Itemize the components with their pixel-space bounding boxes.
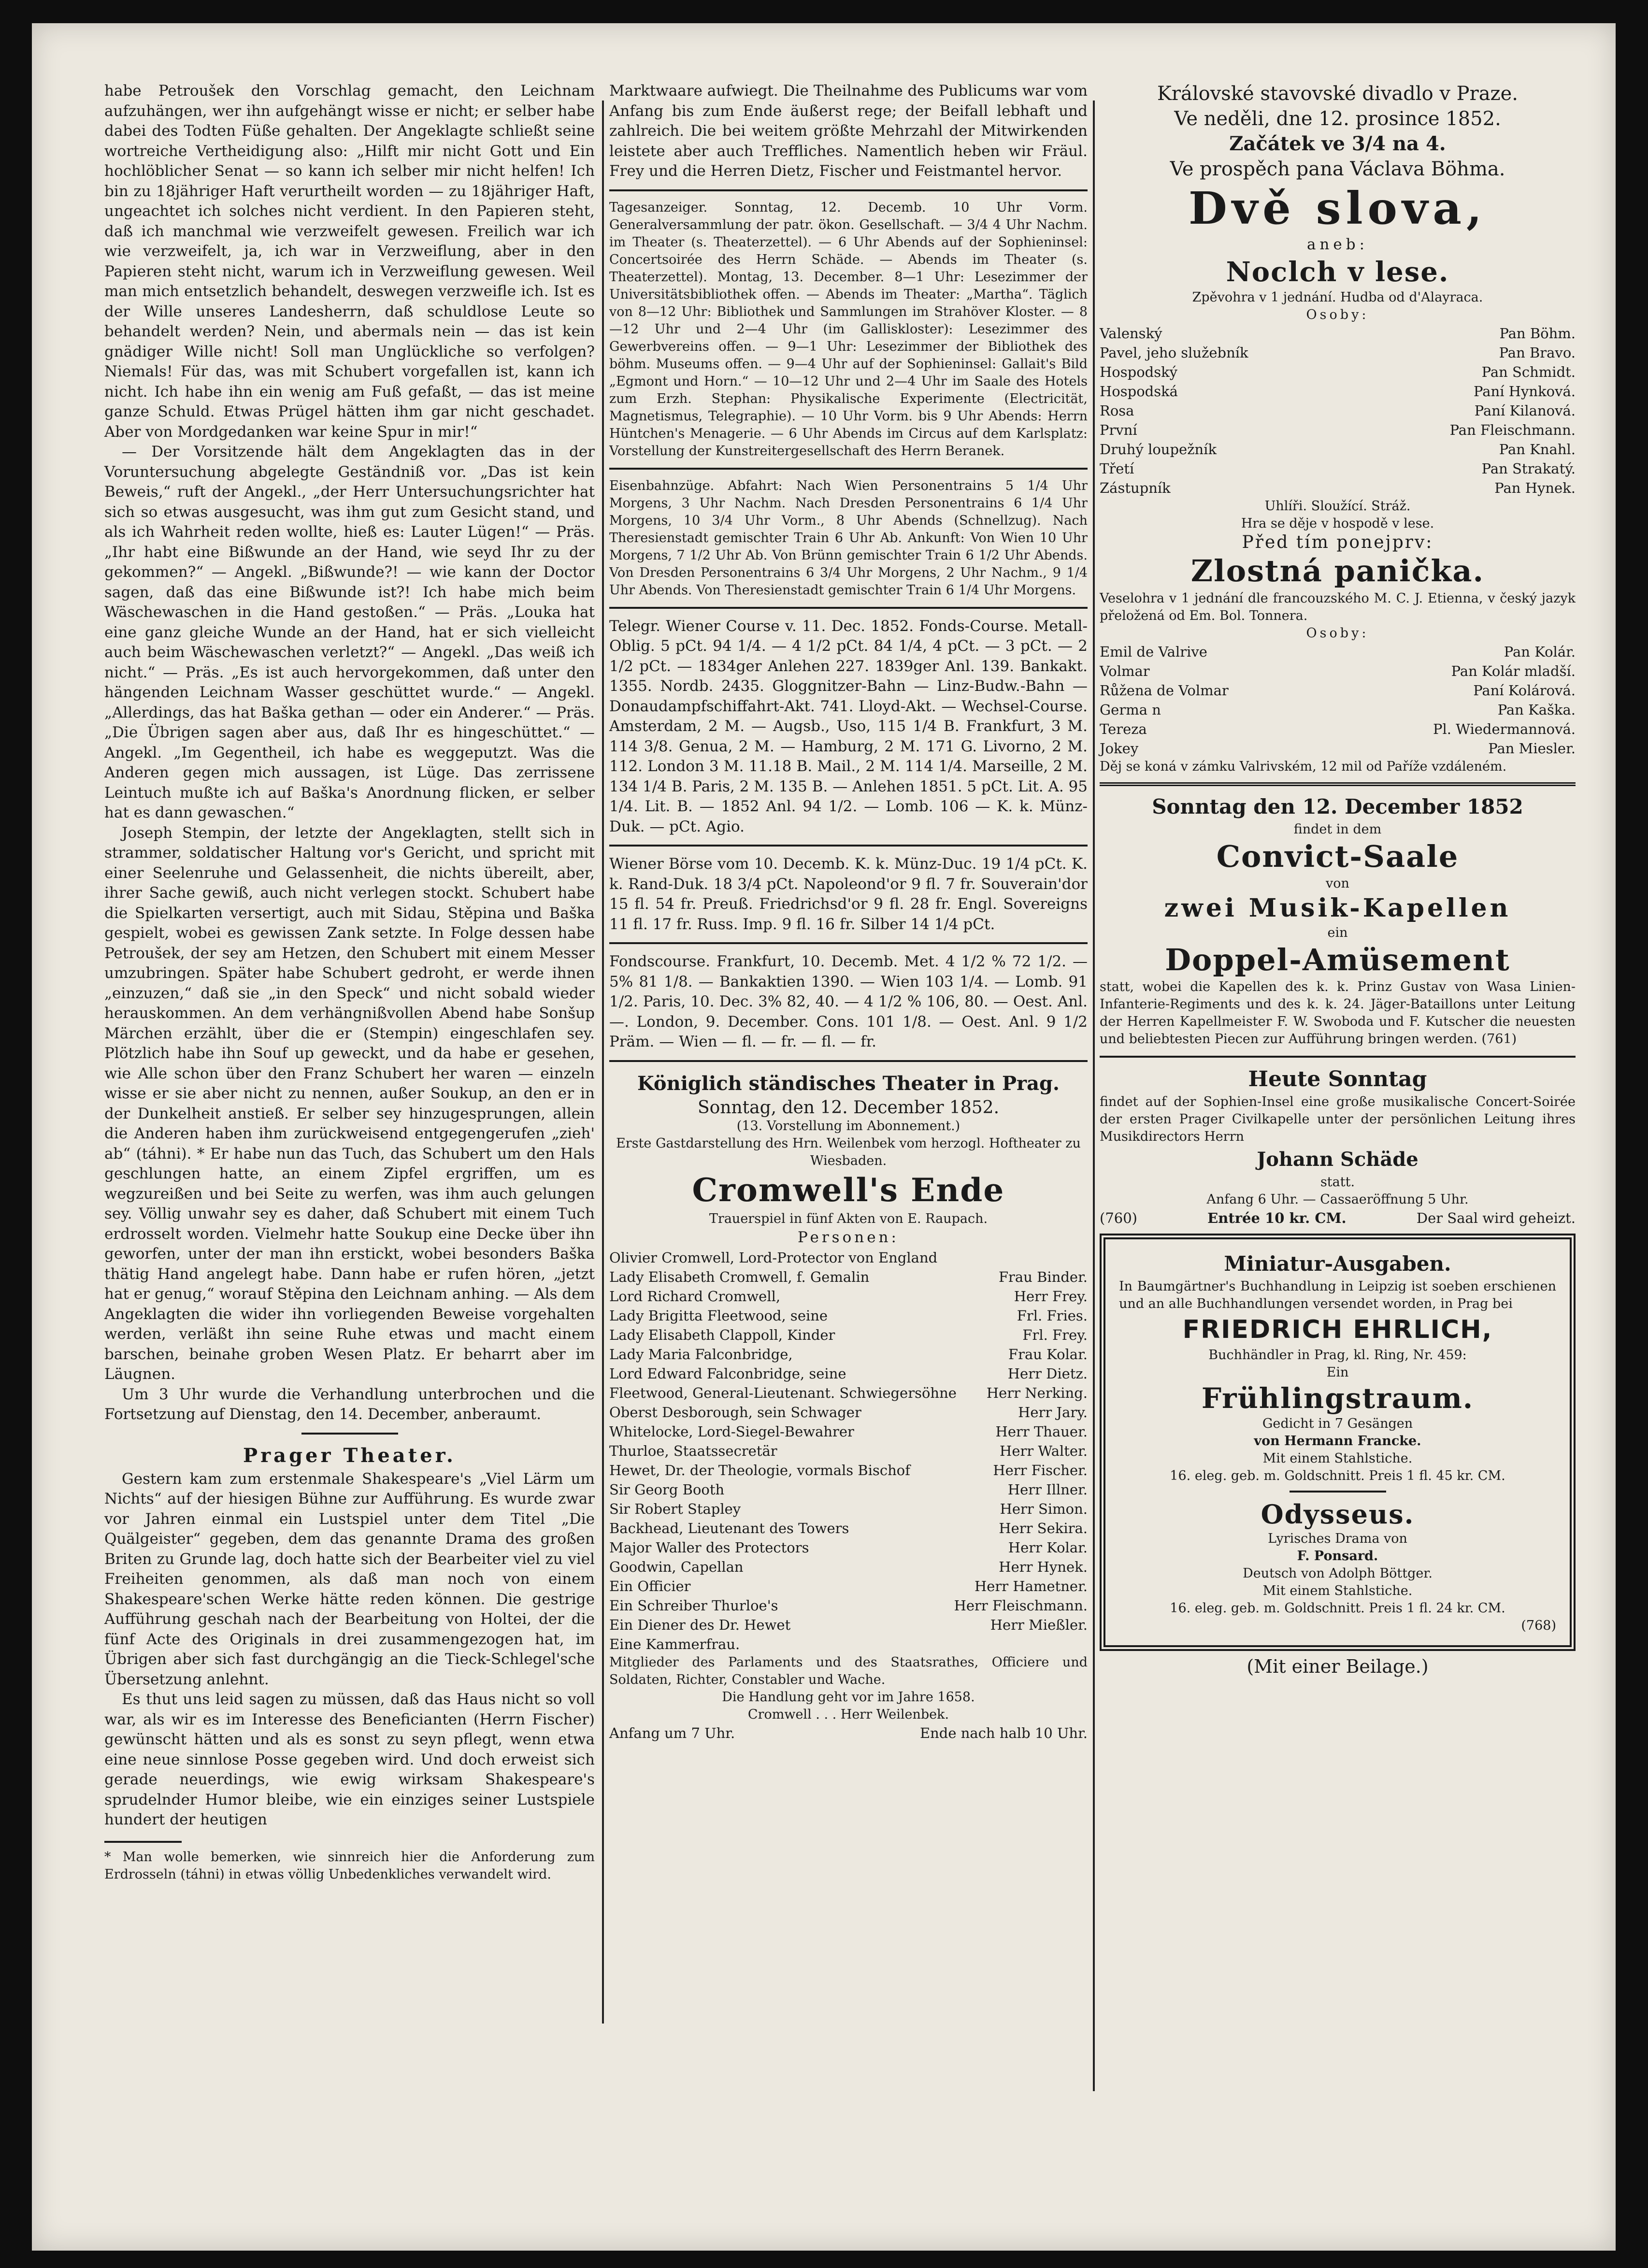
cast-row: [609, 1287, 1088, 1306]
cast-row: [1100, 739, 1576, 758]
box-title: Miniatur-Ausgaben.: [1224, 1252, 1451, 1276]
article-text: Um 3 Uhr wurde die Verhandlung unterbrochen und die Fortsetzung auf Dienstag, den 14. December, anberaumt.: [104, 1385, 595, 1423]
cast-row: [1100, 719, 1576, 739]
cast-heading: Personen:: [798, 1229, 899, 1246]
eisenbahnzuege: Eisenbahnzüge. Abfahrt: Nach Wien Personentrains 5 1/4 Uhr Morgens, 3 Uhr Nachm. Nach Dresden Personentrains 6 1/4 Uhr Morgens, 10 3/4 Uhr Vorm., 8 Uhr Abends (Schnellzug). Nach Theresienstadt gemischter Train 6 Uhr Ab. Ankunft: Von Wien 10 Uhr Morgens, 7 1/2 Uhr Ab. Von Brünn gemischter Train 6 1/2 Uhr Abends. Von Dresden Personentrains 6 3/4 Uhr Morgens, 2 Uhr Nachm., 9 1/4 Uhr Abends. Von Theresienstadt gemischter Train 6 1/4 Uhr Morgens.: [609, 478, 1088, 598]
cast-role: Ein Schreiber Thurloe's: [609, 1597, 778, 1614]
cast-actor: Pl. Wiedermannová.: [1433, 721, 1576, 737]
cast-actor: Herr Simon.: [1000, 1500, 1088, 1517]
cast-row: [609, 1577, 1088, 1596]
czech-pred: Před tím ponejprv:: [1242, 532, 1433, 552]
cast-row: [1100, 420, 1576, 440]
cast-row: [609, 1345, 1088, 1364]
zwei-kapellen: zwei Musik-Kapellen: [1164, 893, 1511, 923]
cast-role: Sir Georg Booth: [609, 1481, 725, 1498]
column-rule-right: [1093, 100, 1095, 2091]
cast-actor: Herr Illner.: [1007, 1481, 1088, 1498]
cast-actor: Herr Fleischmann.: [954, 1597, 1088, 1614]
cast-role: Jokey: [1100, 740, 1139, 757]
cast-role: Tereza: [1100, 721, 1147, 737]
cast-row: [609, 1267, 1088, 1287]
entree: Entrée 10 kr. CM.: [1207, 1210, 1347, 1226]
play-subtitle: Trauerspiel in fünf Akten von E. Raupach.: [709, 1211, 988, 1226]
cast-actor: Paní Kilanová.: [1474, 402, 1576, 419]
column-3: [1100, 81, 1576, 1677]
cast-role: Backhead, Lieutenant des Towers: [609, 1520, 849, 1536]
schaede-name: Johann Schäde: [1257, 1148, 1419, 1171]
cast-actor: Herr Fischer.: [993, 1462, 1088, 1479]
box-text: Ein: [1326, 1365, 1349, 1380]
cast-actor: Frau Kolar.: [1008, 1346, 1088, 1363]
cast-note: Mitglieder des Parlaments und des Staatsrathes, Officiere und Soldaten, Richter, Constabler und Wache.: [609, 1654, 1088, 1687]
ad-text: findet in dem: [1293, 822, 1382, 837]
cast-role: Ein Diener des Dr. Hewet: [609, 1616, 791, 1633]
cast-actor: Herr Kolar.: [1008, 1539, 1088, 1556]
divider: [609, 845, 1088, 847]
cast-role: Germa n: [1100, 702, 1161, 718]
guest-note: Cromwell . . . Herr Weilenbek.: [747, 1707, 949, 1722]
cast-row: [1100, 700, 1576, 719]
cast-row: [609, 1615, 1088, 1635]
divider: [1290, 1491, 1386, 1493]
cast-row: [1100, 324, 1576, 343]
cast-role: Major Waller des Protectors: [609, 1539, 809, 1556]
czech-desc: Zpěvohra v 1 jednání. Hudba od d'Alayraca.: [1192, 289, 1483, 305]
divider: [1100, 782, 1576, 786]
divider: [301, 1433, 398, 1435]
cast-role: Whitelocke, Lord-Siegel-Bewahrer: [609, 1423, 854, 1440]
convict-saale: Convict-Saale: [1216, 839, 1459, 874]
czech-start: Začátek ve 3/4 na 4.: [1229, 132, 1446, 155]
czech-note: Hra se děje v hospodě v lese.: [1241, 516, 1434, 531]
article-text: — Der Vorsitzende hält dem Angeklagten das in der Voruntersuchung abgelegte Geständniß vor. „Das ist kein Beweis,“ ruft der Angekl., „der Herr Untersuchungsrichter hat sich so etwas ausgesucht, was ihm gut zum Gesicht stand, und als ich Wahrheit reden wollte, hieß es: Lauter Lügen!“ — Präs. „Ihr habt eine Bißwunde an der Hand, wie seyd Ihr zu der gekommen?“ — Angekl. „Bißwunde?! — wie kann der Doctor sagen, daß das eine Bißwunde ist?! Ich habe mich beim Wäschewaschen in die Hand gestoßen.“ — Präs. „Louka hat eine ganz gleiche Wunde an der Hand, hat er sich vielleicht auch beim Wäschewaschen verletzt?“ — Angekl. „Das weiß ich nicht.“ — Präs. „Es ist auch hervorgekommen, daß unter den hängenden Leichnam Wasser geschüttet wurde.“ — Angekl. „Allerdings, das hat Baška gethan — oder ein Anderer.“ — Präs. „Die Übrigen sagen aber aus, daß Ihr es hingeschüttet.“ — Angekl. „Im Gegentheil, ich habe es weggeputzt. Was die Anderen gegen mich aussagen, ist Lüge. Das zerrissene Leintuch mußte ich auf Baška's Anordnung flicken, er selber hat es dann gewaschen.“: [104, 443, 595, 821]
cast-row: [609, 1519, 1088, 1538]
ad-number: (760): [1100, 1210, 1137, 1226]
cast-actor: Paní Kolárová.: [1473, 682, 1576, 699]
cast-row: [1100, 343, 1576, 362]
cast-role: Lady Brigitta Fleetwood, seine: [609, 1307, 828, 1324]
box-text: Mit einem Stahlstiche.: [1262, 1451, 1413, 1466]
cast-role: Emil de Valrive: [1100, 644, 1207, 660]
cast-role: Rosa: [1100, 402, 1134, 419]
czech-title: Dvě slova,: [1188, 182, 1487, 234]
cast-actor: Frau Binder.: [998, 1268, 1088, 1285]
cast-row: [609, 1461, 1088, 1480]
cast-role: Olivier Cromwell, Lord-Protector von England: [609, 1249, 938, 1266]
cast-row: [609, 1557, 1088, 1577]
cast-role: Hospodská: [1100, 383, 1178, 400]
wiener-boerse: Wiener Börse vom 10. Decemb. K. k. Münz-Duc. 19 1/4 pCt. K. k. Rand-Duk. 18 3/4 pCt. Napoleond'or 9 fl. 7 fr. Souverain'dor 15 fl. 54 fr. Preuß. Friedrichsd'or 9 fl. 28 fr. Engl. Sovereigns 11 fl. 17 fr. Russ. Imp. 9 fl. 16 fr. Silber 14 1/4 pCt.: [609, 855, 1088, 933]
cast-role: Lord Edward Falconbridge, seine: [609, 1365, 846, 1382]
cast-actor: Herr Jary.: [1018, 1404, 1088, 1421]
beilage-note: (Mit einer Beilage.): [1247, 1656, 1429, 1677]
cast-role: Hewet, Dr. der Theologie, vormals Bischof: [609, 1462, 910, 1479]
ehrlich-name: FRIEDRICH EHRLICH,: [1182, 1315, 1493, 1344]
ad-text: findet auf der Sophien-Insel eine große musikalische Concert-Soirée der ersten Prager Civilkapelle unter der persönlichen Leitung ihres Musikdirectors Herrn: [1100, 1094, 1576, 1144]
fondscourse: Fondscourse. Frankfurt, 10. Decemb. Met. 4 1/2 % 72 1/2. — 5% 81 1/8. — Bankaktien 1390. — Wien 103 1/4. — Lomb. 91 1/2. Paris, 10. Dec. 3% 82, 40. — 4 1/2 % 106, 80. — Oest. Anl. —. London, 9. December. Cons. 101 1/8. — Oest. Anl. 9 1/2 Präm. — Wien — fl. — fr. — fl. — fr.: [609, 953, 1088, 1050]
cast-row: [1100, 382, 1576, 401]
divider: [609, 189, 1088, 191]
column-rule-left: [602, 100, 604, 2024]
divider: [104, 1841, 182, 1843]
box-text: Buchhändler in Prag, kl. Ring, Nr. 459:: [1208, 1348, 1467, 1363]
czech-osoby: Osoby:: [1306, 307, 1369, 322]
cast-role: Oberst Desborough, sein Schwager: [609, 1404, 861, 1421]
cast-actor: Herr Thauer.: [995, 1423, 1088, 1440]
cast-role: Goodwin, Capellan: [609, 1558, 744, 1575]
box-text: In Baumgärtner's Buchhandlung in Leipzig ist soeben erschienen und an alle Buchhandlungen versendet worden, in Prag bei: [1119, 1279, 1556, 1311]
cast-actor: Herr Hynek.: [999, 1558, 1088, 1575]
book-ad-box: [1100, 1234, 1576, 1651]
ad-text: statt, wobei die Kapellen des k. k. Prinz Gustav von Wasa Linien-Infanterie-Regiments und des k. k. 24. Jäger-Bataillons unter Leitung der Herren Kapellmeister F. W. Swoboda und F. Kutscher die neuesten und beliebtesten Piecen zur Aufführung bringen werden. (761): [1100, 979, 1576, 1047]
cast-role: Druhý loupežník: [1100, 441, 1217, 458]
ad-number: (768): [1521, 1618, 1556, 1633]
entree-row: [1100, 1208, 1576, 1228]
footnote: * Man wolle bemerken, wie sinnreich hier die Anforderung zum Erdrosseln (táhni) in etwas völlig Unbedenkliches verwandelt wird.: [104, 1849, 595, 1882]
theater-date: Sonntag, den 12. December 1852.: [697, 1097, 1000, 1118]
cast-role: Hospodský: [1100, 363, 1178, 380]
czech-benefit: Ve prospěch pana Václava Böhma.: [1170, 158, 1505, 180]
cast-actor: Herr Sekira.: [999, 1520, 1088, 1536]
cast-role: Ein Officier: [609, 1578, 691, 1594]
cast-actor: Pan Strakatý.: [1481, 460, 1576, 477]
cast-row: [609, 1306, 1088, 1325]
cast-role: Lady Elisabeth Cromwell, f. Gemalin: [609, 1268, 870, 1285]
cast-actor: Pan Knahl.: [1499, 441, 1576, 458]
cast-note: Die Handlung geht vor im Jahre 1658.: [722, 1689, 975, 1705]
cast-actor: Frl. Fries.: [1017, 1307, 1088, 1324]
box-text: Deutsch von Adolph Böttger.: [1243, 1566, 1433, 1581]
theater-subtitle: (13. Vorstellung im Abonnement.): [736, 1119, 960, 1134]
box-text: Mit einem Stahlstiche.: [1262, 1583, 1413, 1598]
cast-actor: Herr Hametner.: [974, 1578, 1088, 1594]
cast-role: Sir Robert Stapley: [609, 1500, 741, 1517]
box-text: 16. eleg. geb. m. Goldschnitt. Preis 1 fl. 24 kr. CM.: [1170, 1601, 1505, 1616]
divider: [609, 942, 1088, 944]
cast-actor: Pan Kaška.: [1497, 702, 1576, 718]
cast-row: [1100, 401, 1576, 420]
czech-theater: Královské stavovské divadlo v Praze.: [1157, 83, 1519, 105]
cast-role: Volmar: [1100, 663, 1150, 679]
cast-actor: Pan Kolár.: [1504, 644, 1576, 660]
cast-actor: Pan Fleischmann.: [1449, 421, 1576, 438]
cast-role: Třetí: [1100, 460, 1134, 477]
cast-role: Eine Kammerfrau.: [609, 1636, 740, 1652]
section-heading: Prager Theater.: [243, 1444, 456, 1467]
cast-row: [609, 1325, 1088, 1345]
divider: [609, 468, 1088, 470]
cast-list: [609, 1248, 1088, 1654]
czech-desc2: Veselohra v 1 jednání dle francouzského M. C. J. Etienna, v český jazyk přeložená od Em. Bol. Tonnera.: [1100, 591, 1576, 623]
cast-role: Fleetwood, General-Lieutenant. Schwiegersöhne: [609, 1384, 957, 1401]
cast-role: Pavel, jeho služebník: [1100, 344, 1248, 361]
box-text: F. Ponsard.: [1297, 1549, 1378, 1564]
czech-note: Uhlíři. Sloužící. Stráž.: [1264, 498, 1411, 514]
start-time: Anfang um 7 Uhr.: [609, 1724, 735, 1741]
box-text: von Hermann Francke.: [1254, 1434, 1421, 1449]
ad-text: Der Saal wird geheizt.: [1416, 1210, 1576, 1226]
cast-row: [1100, 459, 1576, 478]
cast-row: [609, 1538, 1088, 1557]
cast-actor: Pan Miesler.: [1488, 740, 1576, 757]
cast-role: Růžena de Volmar: [1100, 682, 1229, 699]
cast-row: [609, 1441, 1088, 1461]
cast-actor: Pan Hynek.: [1494, 479, 1576, 496]
article-text: Joseph Stempin, der letzte der Angeklagten, stellt sich in strammer, soldatischer Haltung vor's Gericht, und spricht mit einer Seelenruhe und Gelassenheit, die nichts übereilt, aber, ihrer Sache gewiß, auch nicht verlegen stockt. Schubert habe die Spielkarten versertigt, auch mit Sidau, Stěpina und Baška gespielt, wobei es gewissen Zank setzte. In Folge dessen habe Petroušek, der sey am Hetzen, den Schubert mit einem Messer umzubringen. Später habe Schubert gedroht, er werde ihnen „einzuzen,“ daß sie „in den Speck“ und nicht sobald wieder herauskommen. An dem verhängnißvollen Abend habe Sonšup Märchen erzählt, über die er (Stempin) eingeschlafen sey. Plötzlich habe ihn Souf up geweckt, und da habe er gesehen, wie Alle schon über den Franz Schubert her waren — einzeln wisse er sie aber nicht zu nennen, außer Soukup, an den er in der Dunkelheit anstieß. Er selber sey hinzugesprungen, allein die Anderen haben ihm zurückweisend entgegengerufen „zieh' ab“ (táhni). * Er habe nun das Tuch, das Schubert um den Hals geschlungen hatte, an einem Zipfel ergriffen, um es wegzureißen und bei Seite zu werfen, was ihm auch gelungen sey. Völlig unwahr sey es daher, daß Schubert mit einem Tuch erdrosselt worden. Vielmehr hatte Soukup eine Decke über ihn geworfen, unter der man ihn erstickt, wobei besonders Baška thätig Hand angelegt habe. Dann habe er rufen hören, „jetzt hat er genug,“ worauf Stěpina den Leichnam anhing. — Als dem Angeklagten die wider ihn vorliegenden Beweise vorgehalten werden, verläßt ihn seine Ruhe etwas und macht einem barschen, beinahe groben Wesen Platz. Er beharrt aber im Läugnen.: [104, 824, 595, 1383]
cast-role: Thurloe, Staatssecretär: [609, 1442, 777, 1459]
newspaper-page: [32, 23, 1616, 2251]
cast-row: [609, 1596, 1088, 1615]
box-text: 16. eleg. geb. m. Goldschnitt. Preis 1 fl. 45 kr. CM.: [1170, 1468, 1505, 1483]
cast-actor: Herr Walter.: [1000, 1442, 1088, 1459]
cast-actor: Pan Böhm.: [1499, 325, 1576, 342]
divider: [1100, 1056, 1576, 1058]
column-2: [609, 81, 1088, 1743]
box-text: Gedicht in 7 Gesängen: [1262, 1416, 1413, 1431]
column-1: [104, 81, 595, 1883]
sonntag-heading: Sonntag den 12. December 1852: [1152, 795, 1523, 818]
cast-role: Zástupník: [1100, 479, 1171, 496]
ad-text: Anfang 6 Uhr. — Cassaeröffnung 5 Uhr.: [1206, 1192, 1469, 1207]
czech-note: Děj se koná v zámku Valrivském, 12 mil od Paříže vzdáleném.: [1100, 759, 1507, 774]
czech-osoby2: Osoby:: [1306, 626, 1369, 641]
play-title: Cromwell's Ende: [692, 1171, 1005, 1209]
tagesanzeiger: Tagesanzeiger. Sonntag, 12. Decemb. 10 Uhr Vorm. Generalversammlung der patr. ökon. Gesellschaft. — 3/4 4 Uhr Nachm. im Theater (s. Theaterzettel). — 6 Uhr Abends auf der Sophieninsel: Concertsoirée des Herrn Schäde. — Abends im Theater (s. Theaterzettel). Montag, 13. December. 8—1 Uhr: Lesezimmer der Universitätsbibliothek offen. — Abends im Theater: „Martha“. Täglich von 8—12 Uhr: Bibliothek und Sammlungen im Strahöver Kloster. — 8—12 Uhr und 2—4 Uhr (im Galliskloster): Lesezimmer des Gewerbvereins offen. — 9—1 Uhr: Lesezimmer der Bibliothek des böhm. Museums offen. — 9—4 Uhr auf der Sophieninsel: Gallait's Bild „Egmont und Horn.“ — 10—12 Uhr und 2—4 Uhr im Saale des Hotels zum Erzh. Stephan: Physikalische Experimente (Electricität, Magnetismus, Telegraphie). — 10 Uhr Vorm. bis 9 Uhr Abends: Herrn Hüntchen's Menagerie. — 6 Uhr Abends im Circus auf dem Karlsplatz: Vorstellung der Kunstreitergesellschaft des Herrn Beranek.: [609, 200, 1088, 459]
cast-row: [1100, 642, 1576, 661]
cast-actor: Herr Frey.: [1014, 1288, 1088, 1305]
times-row: [609, 1723, 1088, 1743]
box-text: Lyrisches Drama von: [1268, 1531, 1407, 1546]
cast-role: Valenský: [1100, 325, 1162, 342]
cast-row: [609, 1499, 1088, 1519]
wiener-course: Telegr. Wiener Course v. 11. Dec. 1852. Fonds-Course. Metall-Oblig. 5 pCt. 94 1/4. — 4 1/2 pCt. 84 1/4, 4 pCt. — 3 pCt. — 2 1/2 pCt. — 1834ger Anlehen 227. 1839ger Anl. 139. Bankakt. 1355. Nordb. 2435. Gloggnitzer-Bahn — Linz-Budw.-Bahn — Donaudampfschiffahrt-Akt. 741. Lloyd-Akt. — Wechsel-Course. Amsterdam, 2 M. — Augsb., Uso, 115 1/4 B. Frankfurt, 3 M. 114 3/8. Genua, 2 M. — Hamburg, 2 M. 171 G. Livorno, 2 M. 112. London 3 M. 11.18 B. Mail., 2 M. 114 1/4. Marseille, 2 M. 134 1/4 B. Paris, 2 M. 135 B. — Anlehen 1851. 5 pCt. Lit. A. 95 1/4. Lit. B. — 1852 Anl. 94 1/2. — Lomb. 106 — K. k. Münz-Duk. — pCt. Agio.: [609, 617, 1088, 835]
cast-actor: Herr Dietz.: [1007, 1365, 1088, 1382]
heute-heading: Heute Sonntag: [1248, 1067, 1427, 1091]
cast-row: [609, 1403, 1088, 1422]
cast-row: [609, 1364, 1088, 1383]
ad-text: von: [1326, 876, 1349, 891]
cast-row: [1100, 661, 1576, 681]
ad-text: statt.: [1320, 1175, 1355, 1190]
cast-actor: Herr Mießler.: [990, 1616, 1088, 1633]
ad-text: ein: [1327, 925, 1348, 940]
cast-actor: Herr Nerking.: [986, 1384, 1088, 1401]
cast-row: [609, 1383, 1088, 1403]
article-text: Gestern kam zum erstenmale Shakespeare's „Viel Lärm um Nichts“ auf der hiesigen Bühne zur Aufführung. Es wurde zwar vor Jahren einmal ein Lustspiel unter dem Titel „Die Quälgeister“ gegeben, dem das genannte Drama des großen Briten zu Grunde lag, doch hatte sich der Bearbeiter viel zu viel Freiheiten genommen, als daß man noch von einem Shakespeare'schen Werke hätte reden können. Die gestrige Aufführung geschah nach der Bearbeitung von Holtei, der die fünf Acte des Originals in drei zusammengezogen hat, im Übrigen aber sich fast durchgängig an die Tieck-Schlegel'sche Übersetzung anlehnt.: [104, 1470, 595, 1688]
cast-row: [609, 1480, 1088, 1499]
czech-title2: Zlostná panička.: [1190, 553, 1485, 589]
cast-row: [1100, 478, 1576, 498]
doppel-amuesement: Doppel-Amüsement: [1165, 942, 1510, 977]
cast-row: [609, 1248, 1088, 1267]
article-text: Marktwaare aufwiegt. Die Theilnahme des Publicums war vom Anfang bis zum Ende äußerst rege; der Beifall lebhaft und zahlreich. Die bei weitem größte Mehrzahl der Mitwirkenden leistete aber auch Treffliches. Namentlich heben wir Fräul. Frey und die Herren Dietz, Fischer und Feistmantel hervor.: [609, 82, 1088, 180]
fruehlingstraum: Frühlingstraum.: [1201, 1382, 1474, 1415]
cast-role: První: [1100, 421, 1137, 438]
cast-role: Lady Maria Falconbridge,: [609, 1346, 793, 1363]
theater-title: Königlich ständisches Theater in Prag.: [637, 1072, 1060, 1095]
cast-list: [1100, 642, 1576, 758]
cast-row: [609, 1635, 1088, 1654]
cast-row: [1100, 362, 1576, 382]
end-time: Ende nach halb 10 Uhr.: [919, 1724, 1088, 1741]
czech-aneb: aneb:: [1306, 236, 1369, 253]
article-text: habe Petroušek den Vorschlag gemacht, den Leichnam aufzuhängen, wer ihn aufgehängt wisse er nicht; er selber habe dabei des Todten Füße gehalten. Der Angeklagte schließt seine wortreiche Vertheidigung also: „Hilft mir nicht Gott und Ein hochlöblicher Senat — so kann ich selber mir nicht helfen! Ich bin zu 18jähriger Haft verurtheilt worden — zu 18jähriger Haft, ungeachtet ich solches nicht verdient. In den Papieren steht, daß ich manchmal wie verzweifelt gewesen. Freilich war ich wie verzweifelt, ja, ich war in Verzweiflung, aber in den Papieren steht nicht, warum ich in Verzweiflung gewesen. Weil man mich entsetzlich behandelt, deswegen verzweifle ich. Ist es der Wille unseres Landesherrn, daß schuldlose Leute so behandelt werden? Nein, und abermals nein — das ist kein gnädiger Wille nicht! Soll man Unglückliche so verfolgen? Niemals! Für das, was mit Schubert vorgefallen ist, kann ich nicht. Ich habe ihn ein wenig am Fuß gefaßt, — das ist meine ganze Schuld. Etwas Prügel hätten ihm gar nicht geschadet. Aber von Mordgedanken war keine Spur in mir!“: [104, 82, 595, 441]
cast-row: [609, 1422, 1088, 1441]
odysseus: Odysseus.: [1261, 1499, 1415, 1530]
czech-date: Ve neděli, dne 12. prosince 1852.: [1174, 108, 1501, 130]
cast-actor: Pan Schmidt.: [1481, 363, 1576, 380]
cast-role: Lord Richard Cromwell,: [609, 1288, 781, 1305]
cast-actor: Frl. Frey.: [1022, 1326, 1088, 1343]
divider: [609, 1060, 1088, 1062]
cast-row: [1100, 681, 1576, 700]
cast-list: [1100, 324, 1576, 498]
cast-actor: Paní Hynková.: [1474, 383, 1576, 400]
theater-subtitle: Erste Gastdarstellung des Hrn. Weilenbek vom herzogl. Hoftheater zu Wiesbaden.: [616, 1136, 1081, 1168]
cast-actor: Pan Kolár mladší.: [1451, 663, 1576, 679]
divider: [609, 607, 1088, 609]
article-text: Es thut uns leid sagen zu müssen, daß das Haus nicht so voll war, als wir es im Interesse des Beneficianten (Herrn Fischer) gewünscht hätten und als es sonst zu seyn pflegt, wenn etwa eine neue sinnlose Posse gegeben wird. Und doch erweist sich gerade neuerdings, wie ewig wirksam Shakespeare's sprudelnder Humor bleibe, wie ein einziges seiner Lustspiele hundert der heutigen: [104, 1691, 595, 1828]
cast-actor: Pan Bravo.: [1499, 344, 1576, 361]
czech-subtitle: Noclch v lese.: [1226, 256, 1449, 288]
cast-row: [1100, 440, 1576, 459]
cast-role: Lady Elisabeth Clappoll, Kinder: [609, 1326, 835, 1343]
